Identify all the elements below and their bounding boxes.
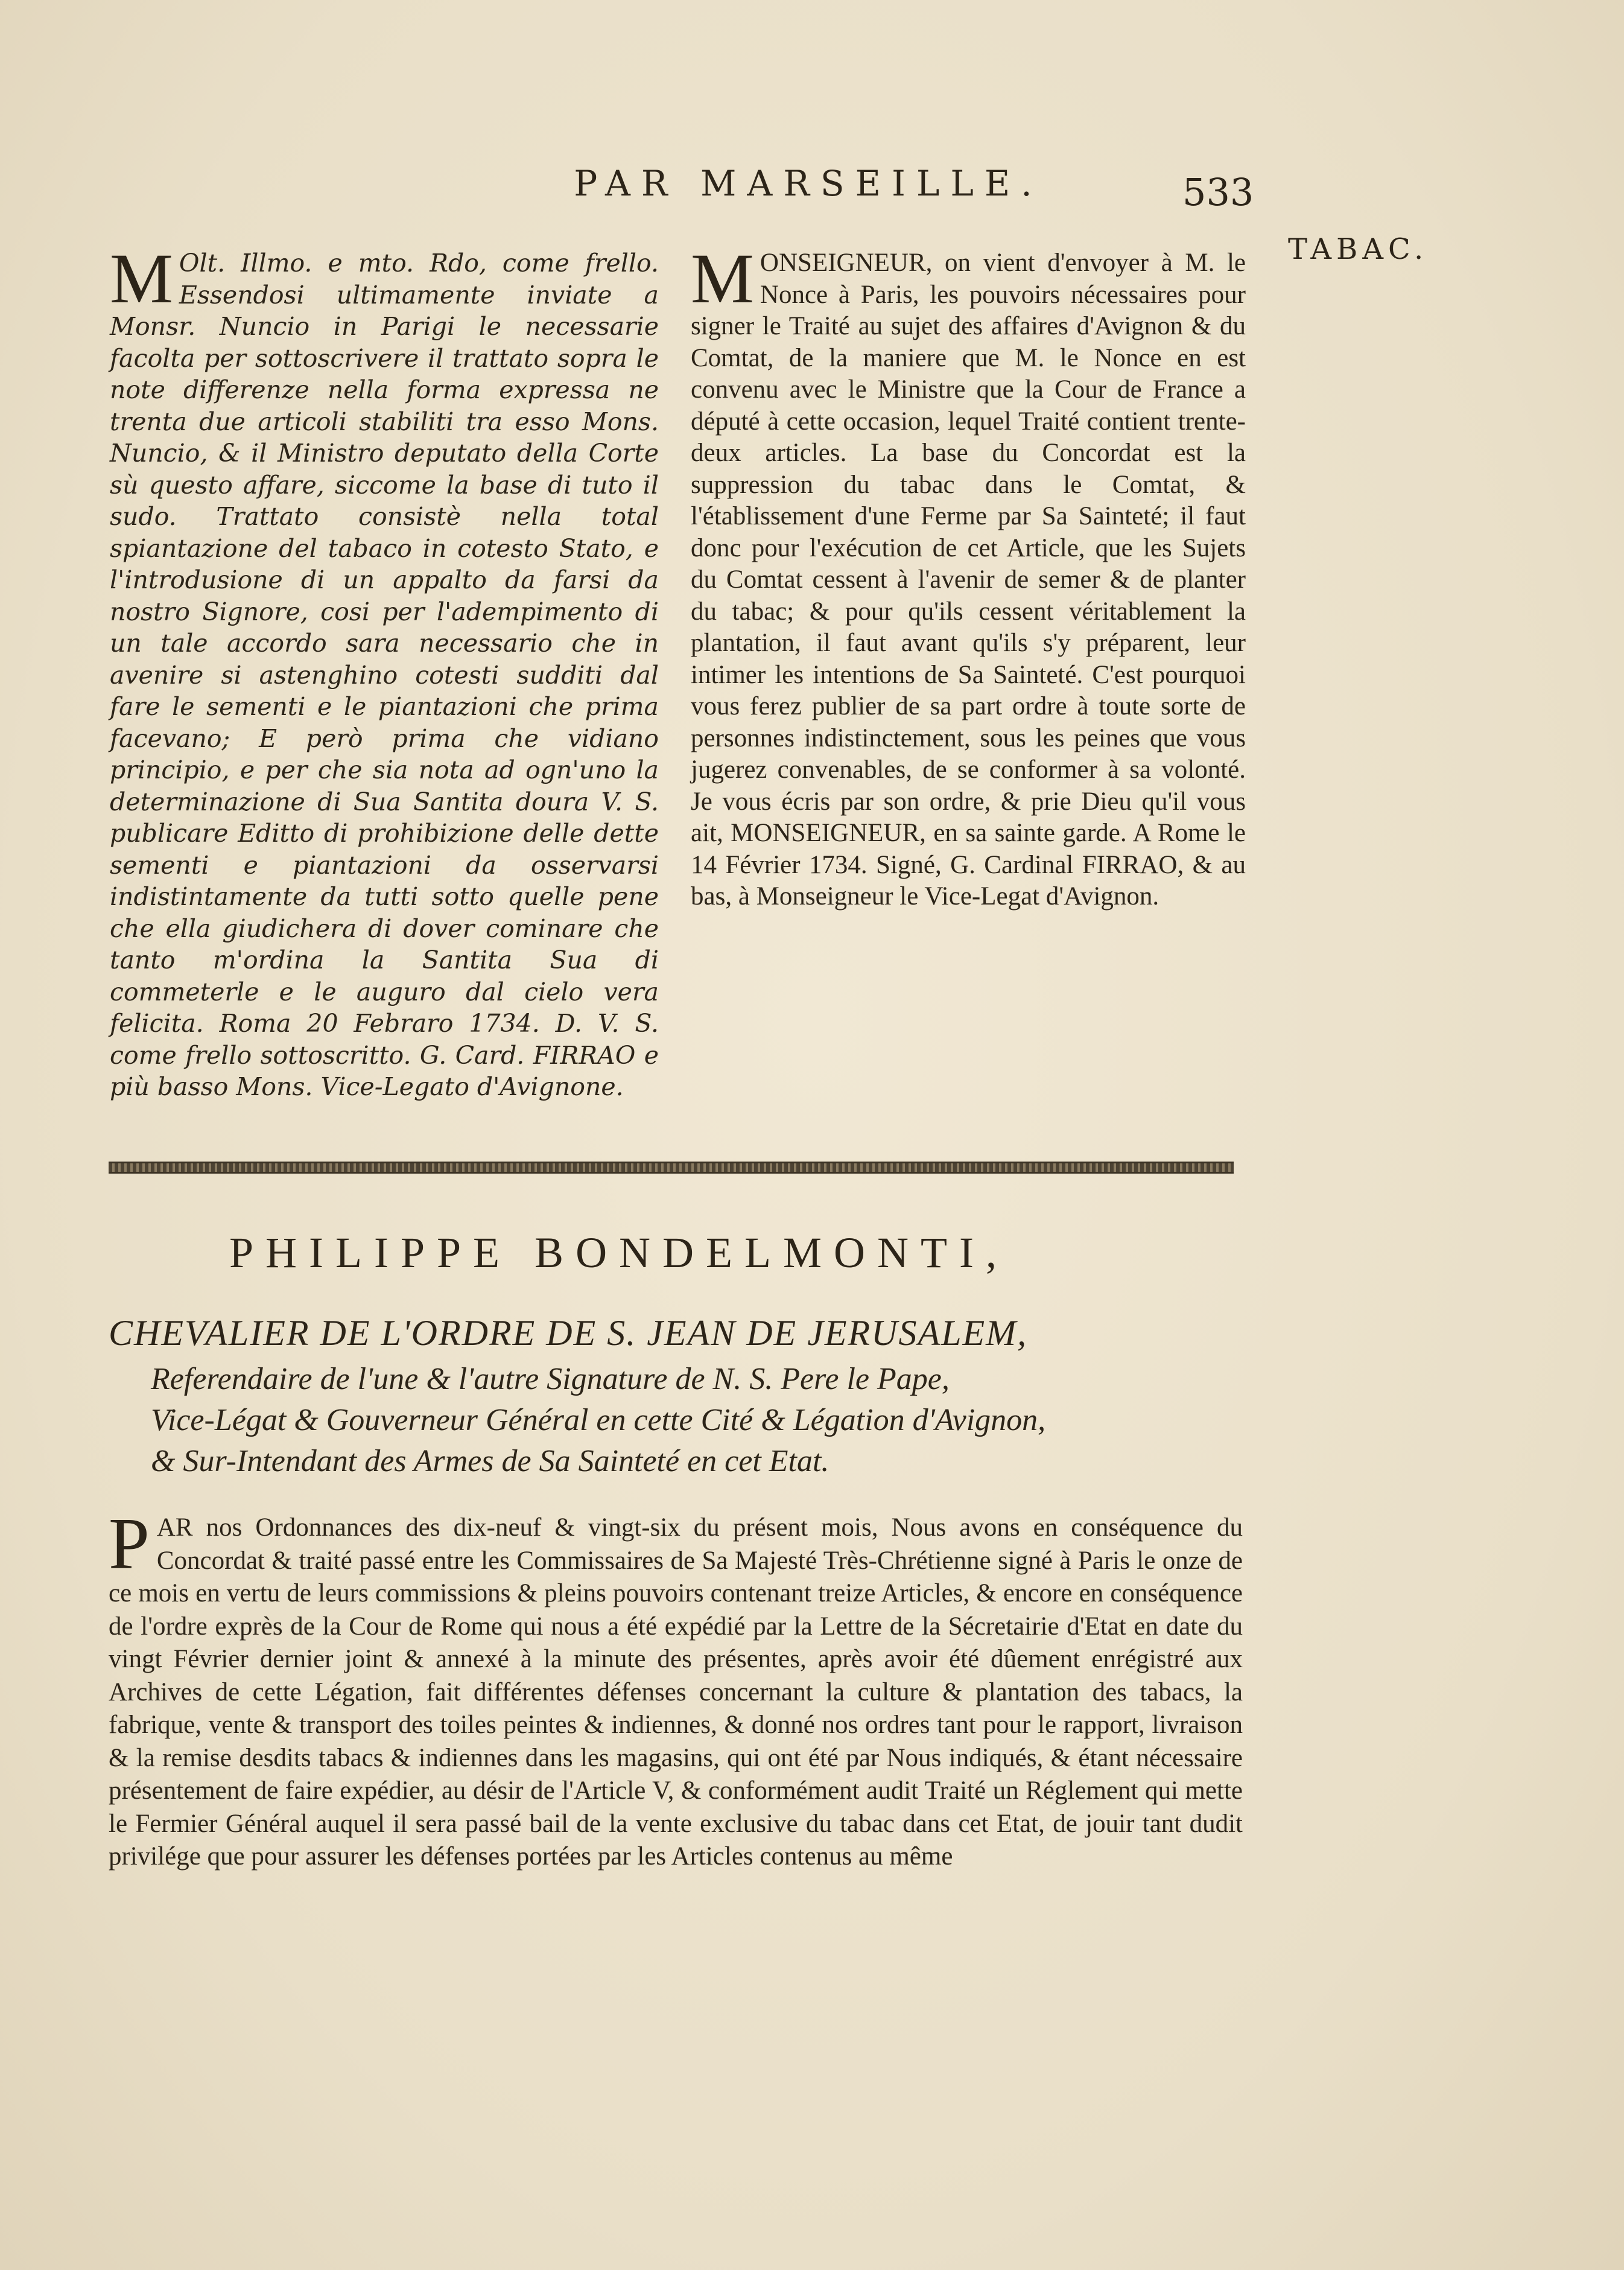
french-letter-paragraph (691, 239, 1246, 913)
ordinance-paragraph (109, 1503, 1243, 1874)
italian-letter-text: Olt. Illmo. e mto. Rdo, come frello. Essendosi ultimamente inviate a Monsr. Nuncio in Parigi le necessarie facolta per sottoscrivere il trattato sopra le note differenze nella forma expressa ne trenta due articoli stabiliti tra esso Mons. Nuncio, & il Ministro deputato della Corte sù questo affare, siccome la base di tuto il sudo. Trattato consistè nella total spiantazione del tabaco in cotesto Stato, e l'introdusione di un appalto da farsi da nostro Signore, cosi per l'adempimento di un tale accordo sara necessario che in avenire si astenghino cotesti sudditi dal fare le sementi e le piantazioni che prima facevano; E però prima che vidiano principio, e per che sia nota ad ogn'uno la determinazione di Sua Santita doura V. S. publicare Editto di prohibizione delle dette sementi e piantazioni da osservarsi indistintamente da tutti sotto quelle pene che ella giudichera di dover cominare che tanto m'ordina la Santita Sua di commeterle e le auguro dal cielo vera felicita. Roma 20 Febraro 1734. D. V. S. come frello sottoscritto. G. Card. FIRRAO e più basso Mons. Vice-Legato d'Avignone. (110, 249, 659, 1101)
page-number: 533 (1182, 170, 1254, 214)
ordinance-text: AR nos Ordonnances des dix-neuf & vingt-six du présent mois, Nous avons en conséquence du Concordat & traité passé entre les Commissaires de Sa Majesté Très-Chrétienne signé à Paris le onze de ce mois en vertu de leurs commissions & pleins pouvoirs contenant treize Articles, & encore en conséquence de l'ordre exprès de la Cour de Rome qui nous a été expédié par la Lettre de la Sécretairie d'Etat en date du vingt Février dernier joint & annexé à la minute des présentes, après avoir été dûement enrégistré aux Archives de cette Légation, fait différentes défenses concernant la culture & plantation des tabacs, la fabrique, vente & transport des toiles peintes & indiennes, & donné nos ordres tant pour le rapport, livraison & la remise desdits tabacs & indiennes dans les magasins, qui ont été par Nous indiqués, & étant nécessaire présentement de faire expédier, au désir de l'Article V, & conformément audit Traité un Réglement qui mette le Fermier Général auquel il sera passé bail de la vente exclusive du tabac dans cet Etat, de jouir tant dudit privilége que pour assurer les défenses portées par les Articles contenus au même (109, 1513, 1243, 1871)
subtitle-line-3: Vice-Légat & Gouverneur Général en cette Cité & Légation d'Avignon, (151, 1403, 1046, 1437)
french-letter-text: ONSEIGNEUR, on vient d'envoyer à M. le Nonce à Paris, les pouvoirs nécessaires pour signer le Traité au sujet des affaires d'Avignon & du Comtat, de la maniere que M. le Nonce en est convenu avec le Ministre que la Cour de France a député à cette occasion, lequel Traité contient trente-deux articles. La base du Concordat est la suppression du tabac dans le Comtat, & l'établissement d'une Ferme par Sa Sainteté; il faut donc pour l'exécution de cet Article, que les Sujets du Comtat cessent à l'avenir de semer & de planter du tabac; & pour qu'ils cessent véritablement la plantation, il faut avant qu'ils s'y préparent, leur intimer les intentions de Sa Sainteté. C'est pourquoi vous ferez publier de sa part ordre à toute sorte de personnes indistinctement, sous les peines que vous jugerez convenables, de se conformer à sa volonté. Je vous écris par son ordre, & prie Dieu qu'il vous ait, MONSEIGNEUR, en sa sainte garde. A Rome le 14 Février 1734. Signé, G. Cardinal FIRRAO, & au bas, à Monseigneur le Vice-Legat d'Avignon. (691, 249, 1246, 911)
subtitle-line-1: CHEVALIER DE L'ORDRE DE S. JEAN DE JERUSALEM, (109, 1313, 1028, 1353)
margin-note: TABAC. (1288, 232, 1429, 266)
ordinance-dropcap: P (109, 1503, 150, 1585)
french-letter-column (691, 239, 1246, 913)
subtitle-line-4: & Sur-Intendant des Armes de Sa Sainteté en cet Etat. (151, 1444, 829, 1478)
italian-letter-column (110, 239, 659, 1103)
running-title: PAR MARSEILLE. (574, 163, 1043, 204)
ordinance-title: PHILIPPE BONDELMONTI, (229, 1229, 1009, 1277)
ordinance-subtitle (109, 1312, 1267, 1482)
ornamental-rule (109, 1162, 1234, 1174)
ordinance-body (109, 1503, 1243, 1874)
italian-letter-paragraph (110, 239, 659, 1103)
subtitle-line-2: Referendaire de l'une & l'autre Signature de N. S. Pere le Pape, (151, 1362, 950, 1396)
italian-letter-dropcap: M (110, 239, 173, 318)
french-letter-dropcap: M (691, 239, 754, 318)
